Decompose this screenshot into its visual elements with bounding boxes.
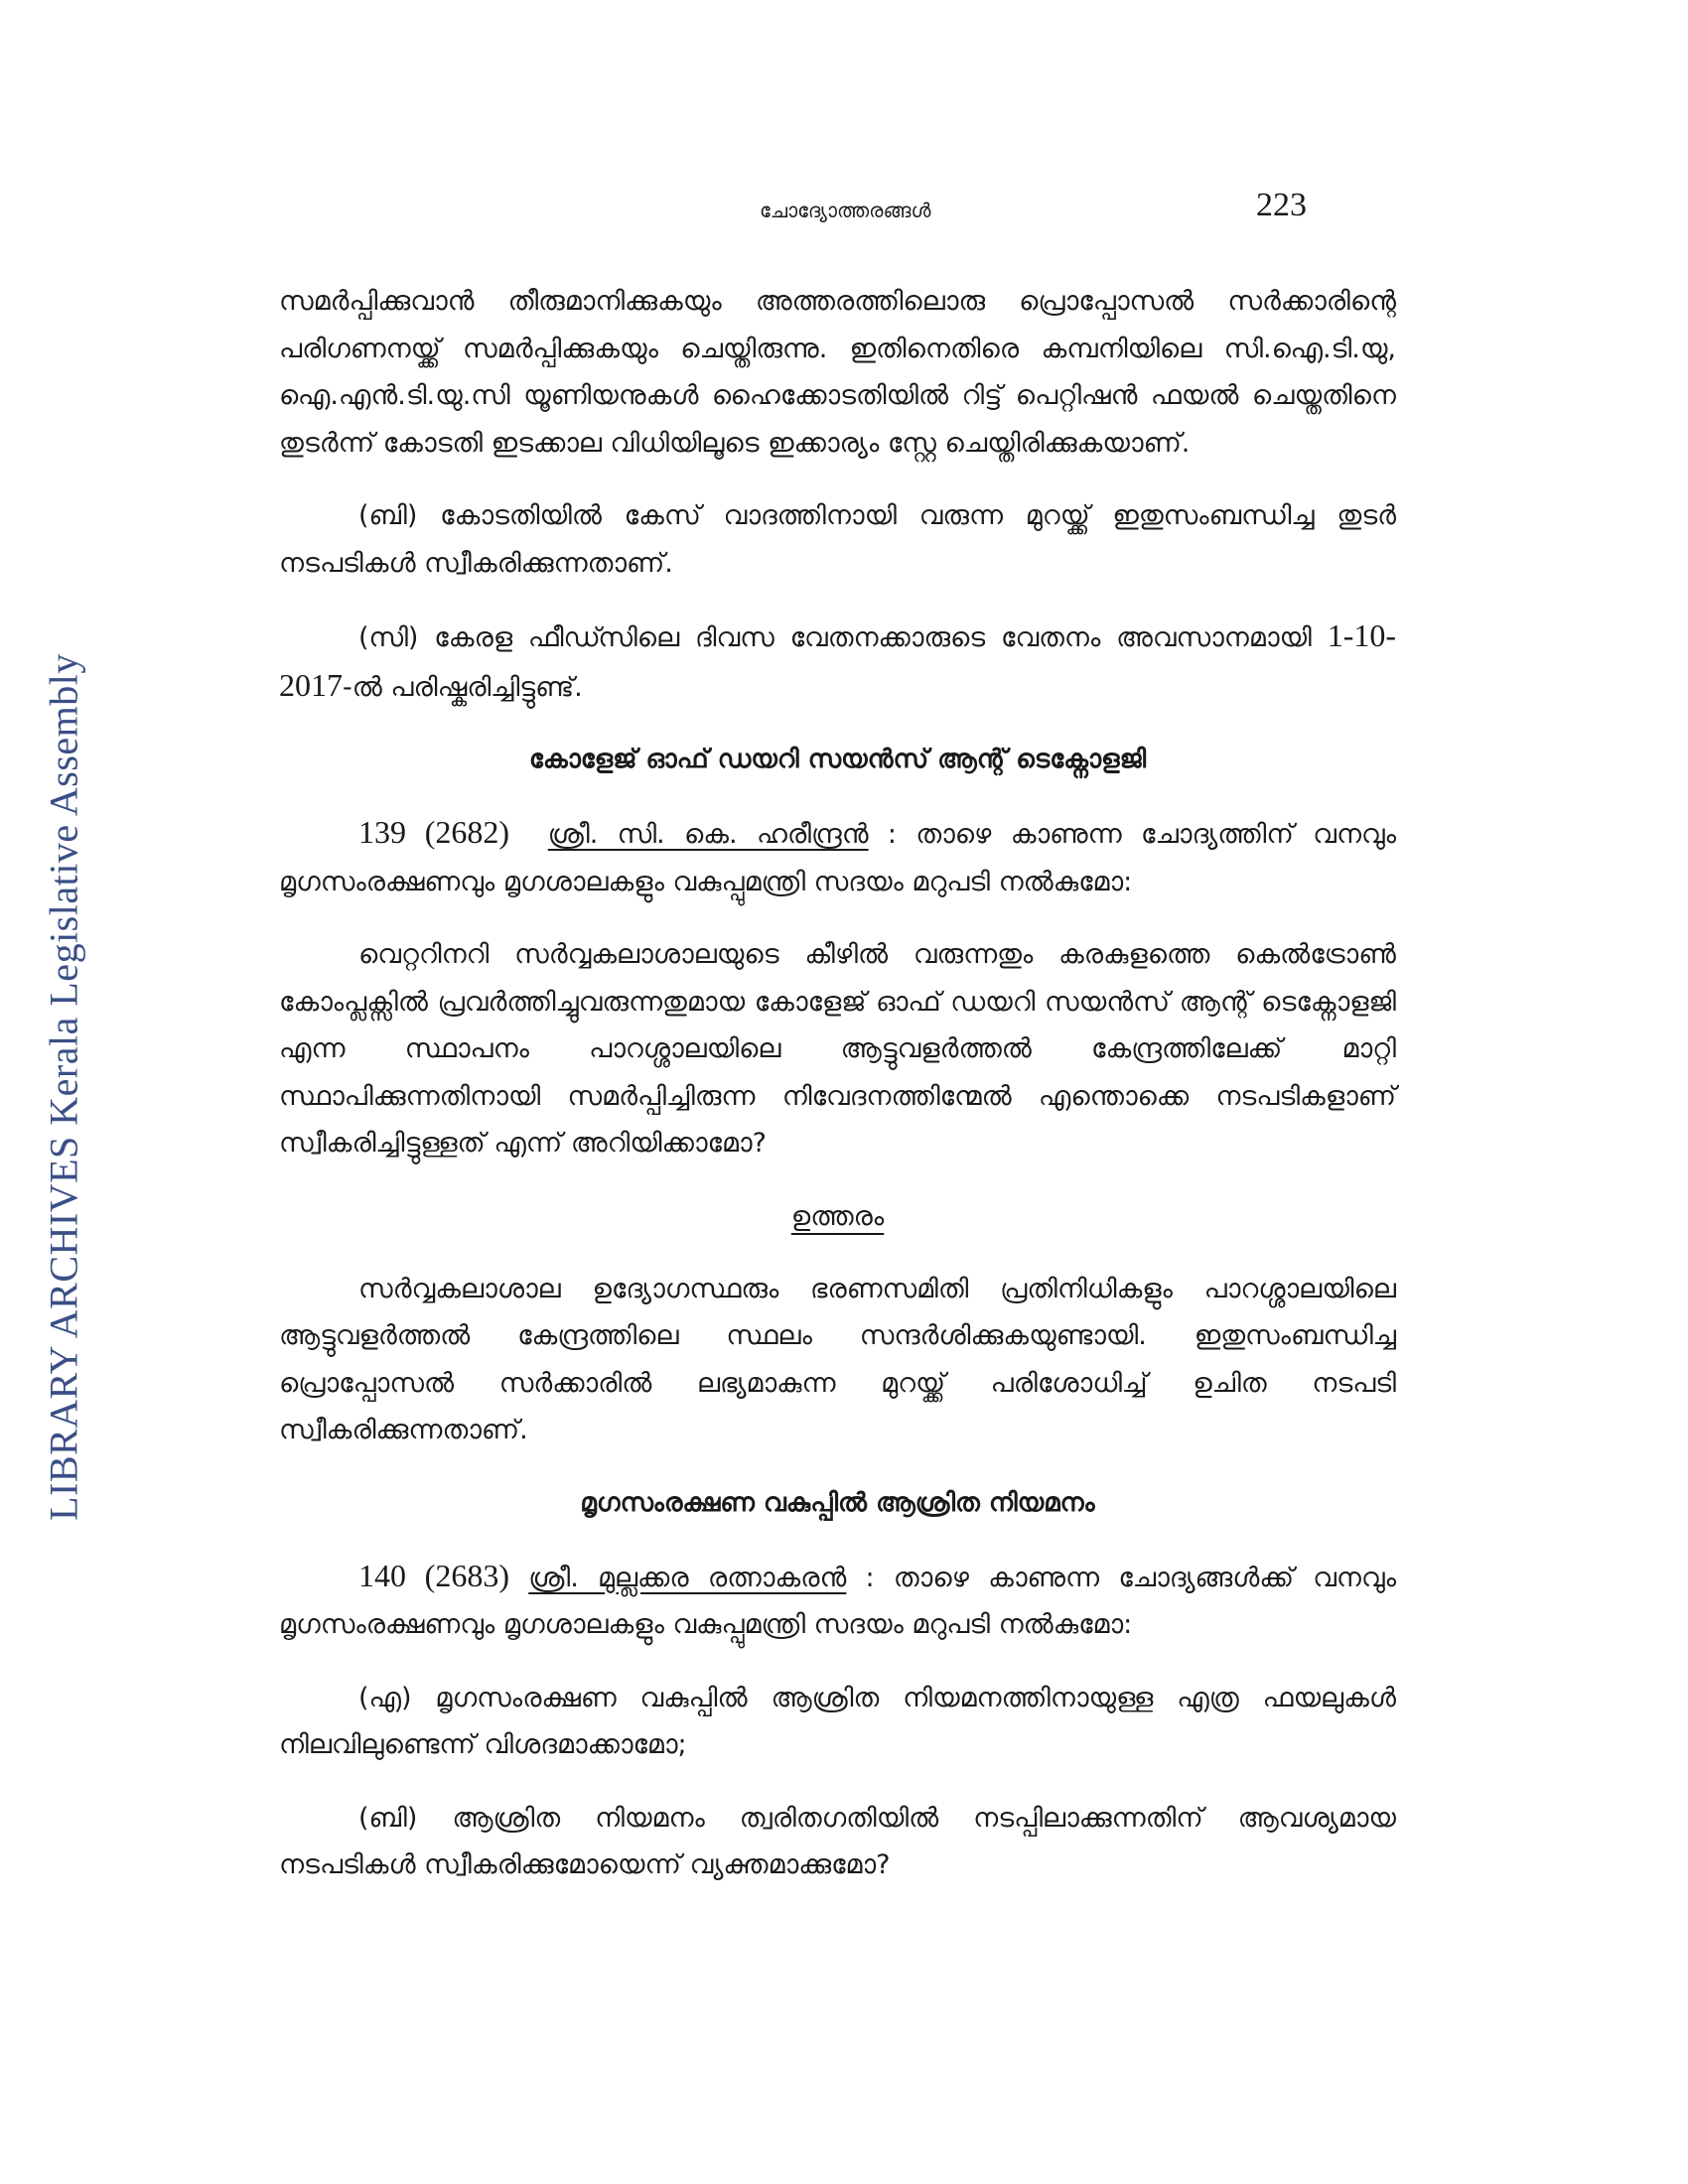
question-139-body: വെറ്ററിനറി സർവ്വകലാശാലയുടെ കീഴിൽ വരുന്നതും കരകുളത്തെ കെൽട്രോൺ കോംപ്ലക്സിൽ പ്രവർത്തിച്ചുവരുന്നതുമായ കോളേജ് ഓഫ് ഡയറി സയൻസ് ആന്റ് ടെക്നോളജി എന്ന സ്ഥാപനം പാറശ്ശാലയിലെ ആട്ടുവളർത്തൽ കേന്ദ്രത്തിലേക്ക് മാറ്റി സ്ഥാപിക്കുന്നതിനായി സമർപ്പിച്ചിരുന്ന നിവേദനത്തിന്മേൽ എന്തൊക്കെ നടപടികളാണ് സ്വീകരിച്ചിട്ടുള്ളത് എന്ന് അറിയിക്കാമോ?: [279, 939, 1396, 1159]
answer-heading-label: ഉത്തരം: [790, 1200, 885, 1232]
section-heading-dependent-appointment: മൃഗസംരക്ഷണ വകുപ്പിൽ ആശ്രിത നിയമനം: [580, 1487, 1095, 1518]
paragraph-answer-c: [279, 613, 1396, 711]
question-139-answer: സർവ്വകലാശാല ഉദ്യോഗസ്ഥരും ഭരണസമിതി പ്രതിനിധികളും പാറശ്ശാലയിലെ ആട്ടുവളർത്തൽ കേന്ദ്രത്തിലെ സ്ഥലം സന്ദർശിക്കുകയുണ്ടായി. ഇതുസംബന്ധിച്ച പ്രൊപ്പോസൽ സർക്കാരിൽ ലഭ്യമാകുന്ന മുറയ്ക്ക് പരിശോധിച്ച് ഉചിത നടപടി സ്വീകരിക്കുന്നതാണ്.: [279, 1273, 1396, 1445]
question-140-part-a: (എ) മൃഗസംരക്ഷണ വകുപ്പിൽ ആശ്രിത നിയമനത്തിനായുള്ള എത്ര ഫയലുകൾ നിലവിലുണ്ടെന്ന് വിശദമാക്കാമോ;: [279, 1682, 1396, 1760]
question-140-intro: [279, 1553, 1396, 1649]
question-140-member: ശ്രീ. മുല്ലക്കര രത്നാകരൻ: [528, 1562, 847, 1593]
question-140-text: : താഴെ കാണുന്ന ചോദ്യങ്ങൾക്ക് വനവും മൃഗസംരക്ഷണവും മൃഗശാലകളും വകുപ്പുമന്ത്രി സദയം മറുപടി നൽകുമോ:: [279, 1562, 1397, 1640]
running-head: ചോദ്യോത്തരങ്ങൾ: [760, 199, 931, 222]
page-number: 223: [1256, 187, 1307, 223]
answer-heading: [279, 1193, 1396, 1240]
question-140-part-b: (ബി) ആശ്രിത നിയമനം ത്വരിതഗതിയിൽ നടപ്പിലാക്കുന്നതിന് ആവശ്യമായ നടപടികൾ സ്വീകരിക്കുമോയെന്ന് വ്യക്തമാക്കുമോ?: [279, 1802, 1396, 1880]
archive-watermark: LIBRARY ARCHIVES Kerala Legislative Assembly: [41, 653, 86, 1521]
answer-c-text: (സി) കേരള ഫീഡ്സിലെ ദിവസ വേതനക്കാരുടെ വേതനം അവസാനമായി: [358, 622, 1312, 653]
paragraph-continued-answer: സമർപ്പിക്കുവാൻ തീരുമാനിക്കുകയും അത്തരത്തിലൊരു പ്രൊപ്പോസൽ സർക്കാരിന്റെ പരിഗണനയ്ക്ക് സമർപ്പിക്കുകയും ചെയ്തിരുന്നു. ഇതിനെതിരെ കമ്പനിയിലെ സി.ഐ.ടി.യു, ഐ.എൻ.ടി.യു.സി യൂണിയനുകൾ ഹൈക്കോടതിയിൽ റിട്ട് പെറ്റിഷൻ ഫയൽ ചെയ്തതിനെ തുടർന്ന് കോടതി ഇടക്കാല വിധിയിലൂടെ ഇക്കാര്യം സ്റ്റേ ചെയ്തിരിക്കുകയാണ്.: [279, 286, 1396, 459]
question-139-intro: [279, 809, 1396, 905]
question-139-number: 139 (2682): [358, 814, 510, 850]
question-140-number: 140 (2683): [358, 1557, 509, 1593]
page-body: [279, 278, 1396, 1889]
answer-c-date: 1-10-2017: [279, 617, 1396, 703]
section-heading-dairy-college: കോളേജ് ഓഫ് ഡയറി സയൻസ് ആന്റ് ടെക്നോളജി: [528, 745, 1147, 774]
answer-c-suffix: -ൽ പരിഷ്കരിച്ചിട്ടുണ്ട്.: [343, 671, 583, 703]
question-139-text: : താഴെ കാണുന്ന ചോദ്യത്തിന് വനവും മൃഗസംരക്ഷണവും മൃഗശാലകളും വകുപ്പുമന്ത്രി സദയം മറുപടി നൽകുമോ:: [279, 819, 1397, 897]
paragraph-answer-b: (ബി) കോടതിയിൽ കേസ് വാദത്തിനായി വരുന്ന മുറയ്ക്ക് ഇതുസംബന്ധിച്ച തുടർ നടപടികൾ സ്വീകരിക്കുന്നതാണ്.: [279, 500, 1396, 579]
question-139-member: ശ്രീ. സി. കെ. ഹരീന്ദ്രൻ: [547, 819, 869, 850]
